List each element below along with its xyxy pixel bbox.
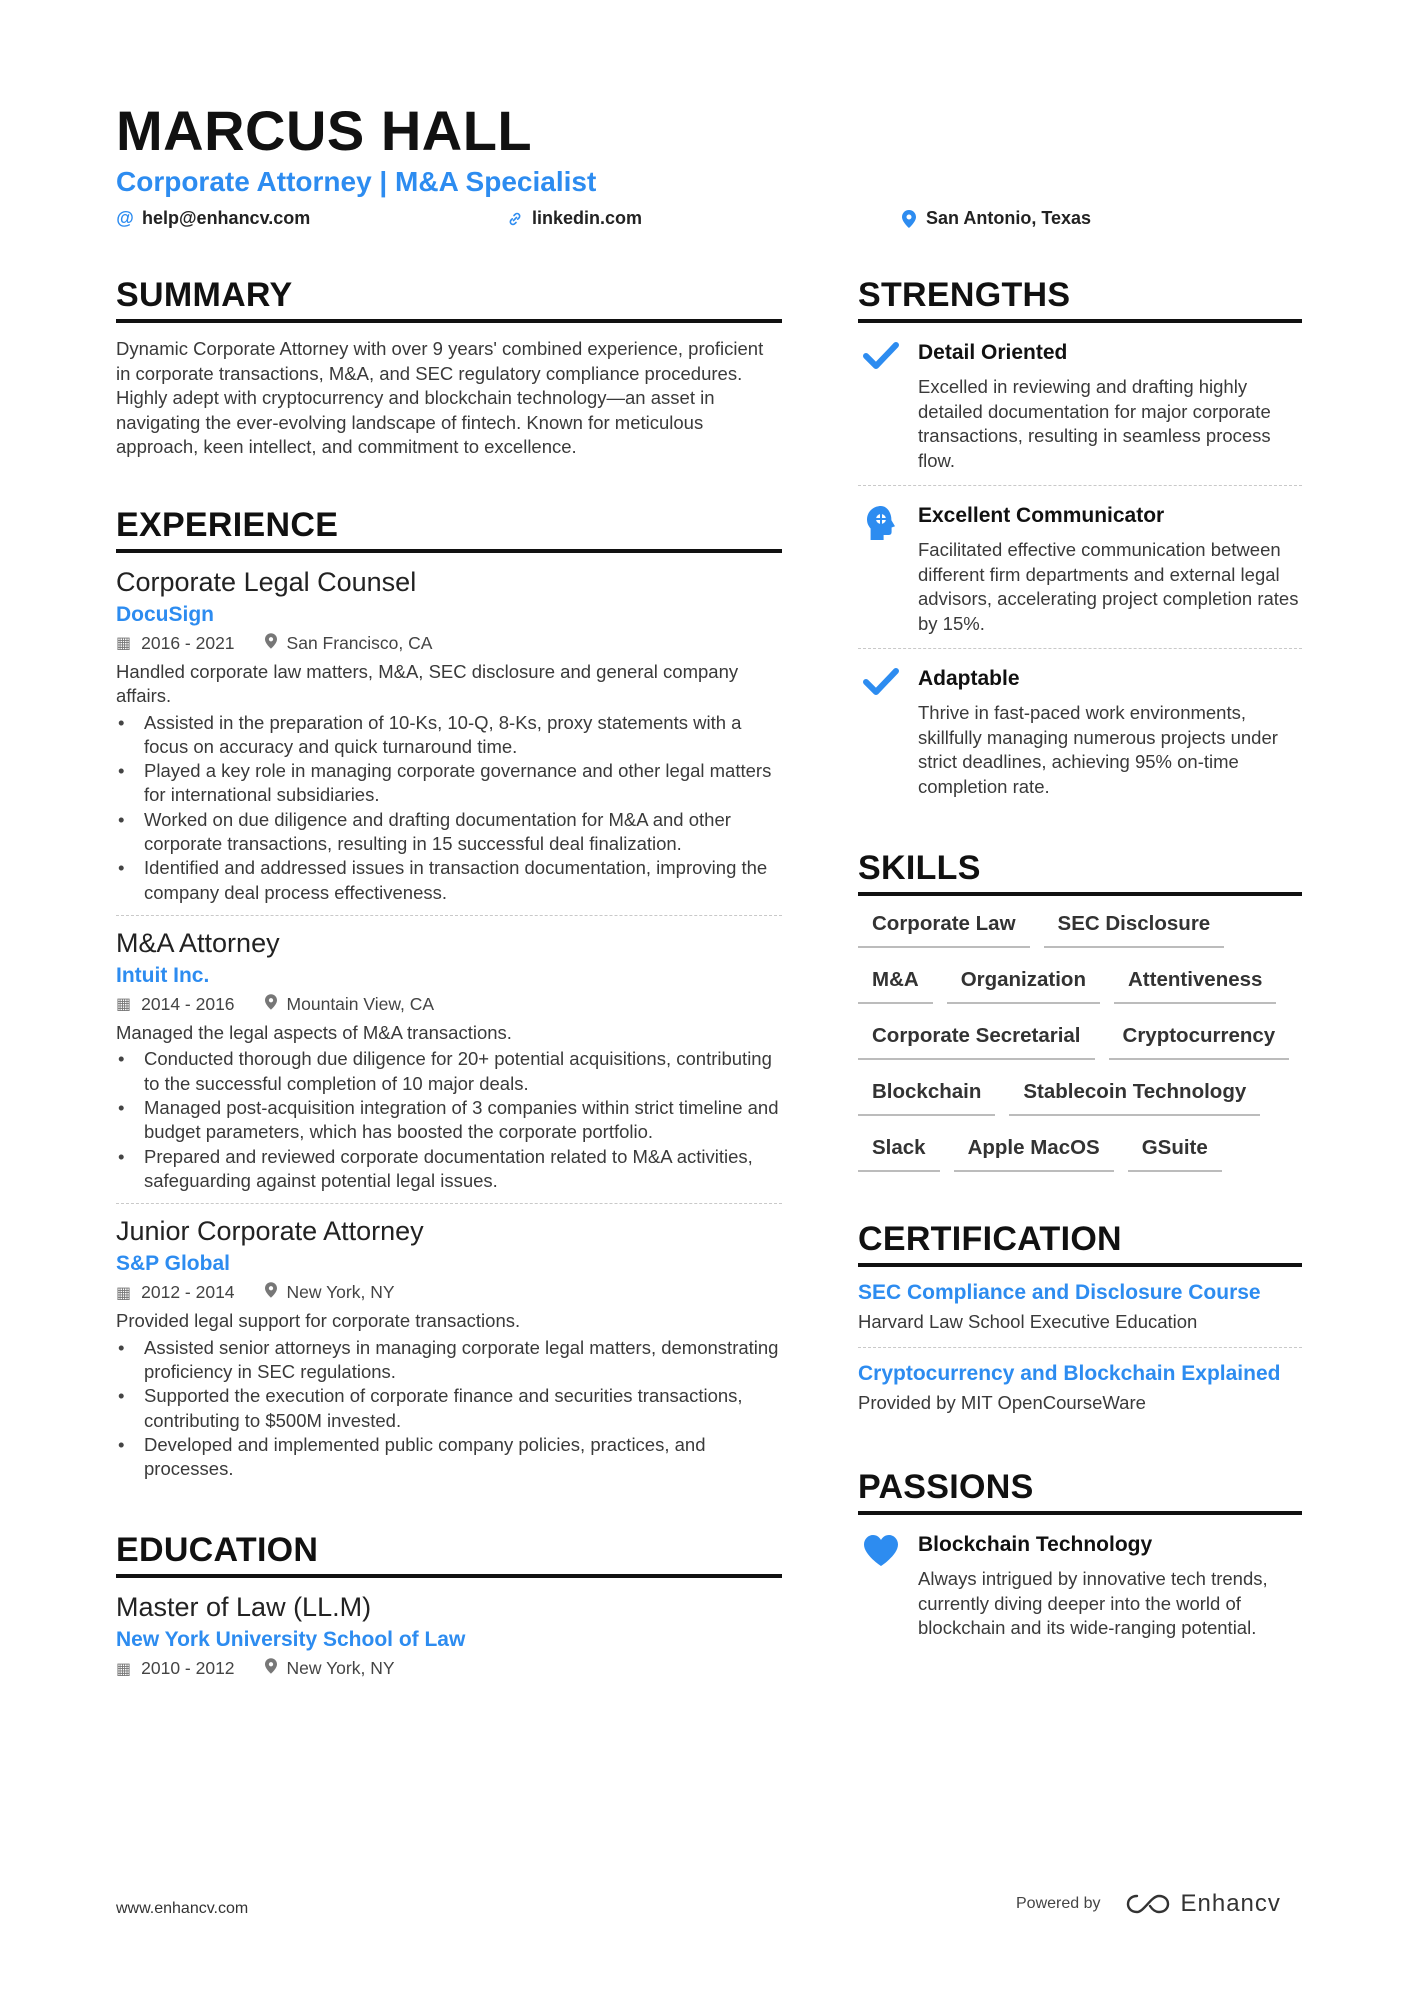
certification-section bbox=[858, 1220, 1302, 1428]
job-meta bbox=[116, 1282, 782, 1303]
passion-text: Always intrigued by innovative tech trends, currently diving deeper into the world of blockchain and its wide-ranging potential. bbox=[918, 1568, 1268, 1638]
job-description: Managed the legal aspects of M&A transactions. bbox=[116, 1021, 512, 1043]
job-location: New York, NY bbox=[286, 1282, 395, 1303]
summary-text: Dynamic Corporate Attorney with over 9 years' combined experience, proficient in corporate transactions, M&A, and SEC regulatory compliance procedures. Highly adept with cryptocurrency and blockchain technology—an asset in navigating the ever-evolving landscape of fintech. Known for meticulous approach, keen intellect, and commitment to excellence. bbox=[116, 338, 764, 457]
job-location: Mountain View, CA bbox=[286, 993, 435, 1014]
job-description: Handled corporate law matters, M&A, SEC disclosure and general company affairs. bbox=[116, 660, 739, 706]
location-pin-icon bbox=[265, 994, 277, 1015]
passions-title: PASSIONS bbox=[858, 1468, 1302, 1515]
education-meta bbox=[116, 1658, 782, 1679]
education-section bbox=[116, 1531, 782, 1679]
passion-title: Blockchain Technology bbox=[918, 1533, 1153, 1556]
job-bullet: • Conducted thorough due diligence for 20+ potential acquisitions, contributing to the successful completion of 10 major deals. bbox=[116, 1047, 782, 1096]
passions-section bbox=[858, 1468, 1302, 1653]
at-icon: @ bbox=[116, 208, 134, 228]
job-bullet: • Worked on due diligence and drafting documentation for M&A and other corporate transactions, resulting in 15 successful deal finalization. bbox=[116, 808, 782, 857]
strength-item bbox=[858, 323, 1302, 485]
experience-section bbox=[116, 506, 782, 1492]
skill-tag: Corporate Law bbox=[858, 910, 1030, 948]
job-entry bbox=[116, 565, 782, 915]
skills-list bbox=[858, 896, 1302, 1172]
certification-name[interactable]: Cryptocurrency and Blockchain Explained bbox=[858, 1362, 1281, 1385]
job-title: Corporate Legal Counsel bbox=[116, 566, 417, 597]
job-company[interactable]: Intuit Inc. bbox=[116, 963, 210, 987]
education-title: EDUCATION bbox=[116, 1531, 782, 1578]
contact-location bbox=[900, 208, 1091, 229]
job-dates: 2012 - 2014 bbox=[141, 1282, 235, 1303]
job-bullet: • Developed and implemented public company policies, practices, and processes. bbox=[116, 1433, 782, 1482]
heart-icon bbox=[858, 1531, 904, 1641]
summary-section bbox=[116, 276, 782, 460]
strength-text: Facilitated effective communication between different firm departments and external legal advisors, accelerating project completion rates by 15%. bbox=[918, 539, 1299, 634]
certification-item bbox=[858, 1267, 1302, 1347]
skill-tag: Attentiveness bbox=[1114, 966, 1276, 1004]
education-location: New York, NY bbox=[286, 1658, 395, 1679]
summary-title: SUMMARY bbox=[116, 276, 782, 323]
calendar-icon: ▦ bbox=[116, 635, 132, 652]
checkmark-icon bbox=[858, 339, 904, 473]
skill-tag: GSuite bbox=[1128, 1134, 1222, 1172]
education-dates: 2010 - 2012 bbox=[141, 1658, 235, 1679]
skill-tag: M&A bbox=[858, 966, 933, 1004]
job-bullets bbox=[116, 711, 782, 905]
school-name[interactable]: New York University School of Law bbox=[116, 1628, 466, 1652]
job-title: M&A Attorney bbox=[116, 927, 280, 958]
experience-title: EXPERIENCE bbox=[116, 506, 782, 553]
job-title: Junior Corporate Attorney bbox=[116, 1216, 424, 1247]
strength-item bbox=[858, 485, 1302, 648]
location-text: San Antonio, Texas bbox=[926, 208, 1092, 228]
footer-website[interactable]: www.enhancv.com bbox=[116, 1900, 249, 1917]
job-bullets bbox=[116, 1336, 782, 1482]
location-pin-icon bbox=[265, 1658, 277, 1679]
link-icon bbox=[506, 211, 524, 227]
job-entry bbox=[116, 1203, 782, 1491]
skill-tag: Stablecoin Technology bbox=[1009, 1078, 1260, 1116]
certification-issuer: Provided by MIT OpenCourseWare bbox=[858, 1392, 1146, 1413]
infinity-logo-icon bbox=[1125, 1892, 1171, 1916]
location-pin-icon bbox=[265, 633, 277, 654]
skills-section bbox=[858, 849, 1302, 1172]
job-bullet: • Assisted in the preparation of 10-Ks, 10-Q, 8-Ks, proxy statements with a focus on accuracy and quick turnaround time. bbox=[116, 711, 782, 760]
location-pin-icon bbox=[265, 1282, 277, 1303]
job-company[interactable]: S&P Global bbox=[116, 1252, 230, 1276]
calendar-icon: ▦ bbox=[116, 1284, 132, 1302]
strength-title: Detail Oriented bbox=[918, 341, 1068, 364]
strength-title: Excellent Communicator bbox=[918, 504, 1165, 527]
job-meta bbox=[116, 633, 782, 654]
brand-logo bbox=[1125, 1890, 1281, 1918]
job-company[interactable]: DocuSign bbox=[116, 602, 214, 626]
strength-item bbox=[858, 648, 1302, 811]
skills-title: SKILLS bbox=[858, 849, 1302, 896]
skill-tag: Corporate Secretarial bbox=[858, 1022, 1095, 1060]
skill-tag: SEC Disclosure bbox=[1044, 910, 1225, 948]
candidate-name: MARCUS HALL bbox=[116, 99, 533, 162]
job-bullet: • Supported the execution of corporate finance and securities transactions, contributing to $500M invested. bbox=[116, 1384, 782, 1433]
certification-title: CERTIFICATION bbox=[858, 1220, 1302, 1267]
location-pin-icon bbox=[900, 210, 918, 228]
contact-linkedin[interactable] bbox=[506, 208, 642, 229]
certification-name[interactable]: SEC Compliance and Disclosure Course bbox=[858, 1281, 1261, 1304]
job-bullet: • Managed post-acquisition integration of 3 companies within strict timeline and budget parameters, which has boosted the corporate portfolio. bbox=[116, 1096, 782, 1145]
job-meta bbox=[116, 994, 782, 1015]
left-column bbox=[116, 276, 782, 1679]
skill-tag: Apple MacOS bbox=[954, 1134, 1114, 1172]
skill-tag: Cryptocurrency bbox=[1109, 1022, 1290, 1060]
job-description: Provided legal support for corporate transactions. bbox=[116, 1310, 521, 1332]
right-column bbox=[858, 276, 1302, 1653]
strengths-title: STRENGTHS bbox=[858, 276, 1302, 323]
degree-title: Master of Law (LL.M) bbox=[116, 1592, 372, 1623]
checkmark-icon bbox=[858, 665, 904, 799]
job-location: San Francisco, CA bbox=[286, 632, 433, 653]
strength-text: Excelled in reviewing and drafting highly detailed documentation for major corporate transactions, resulting in seamless process flow. bbox=[918, 376, 1271, 471]
candidate-role: Corporate Attorney | M&A Specialist bbox=[116, 166, 597, 197]
head-icon bbox=[858, 502, 904, 636]
job-bullet: • Identified and addressed issues in transaction documentation, improving the company deal process effectiveness. bbox=[116, 856, 782, 905]
strength-title: Adaptable bbox=[918, 667, 1020, 690]
job-dates: 2016 - 2021 bbox=[141, 632, 235, 653]
calendar-icon: ▦ bbox=[116, 1660, 132, 1678]
certification-item bbox=[858, 1347, 1302, 1428]
powered-by-text: Powered by bbox=[1016, 1895, 1101, 1912]
certification-issuer: Harvard Law School Executive Education bbox=[858, 1311, 1198, 1332]
contact-email[interactable] bbox=[116, 208, 310, 229]
linkedin-text: linkedin.com bbox=[532, 208, 643, 228]
brand-name: Enhancv bbox=[1180, 1890, 1281, 1917]
passion-item bbox=[858, 1515, 1302, 1653]
skill-tag: Slack bbox=[858, 1134, 940, 1172]
calendar-icon: ▦ bbox=[116, 996, 132, 1014]
job-bullet: • Played a key role in managing corporate governance and other legal matters for international subsidiaries. bbox=[116, 759, 782, 808]
skill-tag: Organization bbox=[947, 966, 1100, 1004]
job-bullet: • Prepared and reviewed corporate documentation related to M&A activities, safeguarding against potential legal issues. bbox=[116, 1145, 782, 1194]
job-bullets bbox=[116, 1047, 782, 1193]
skill-tag: Blockchain bbox=[858, 1078, 995, 1116]
email-text: help@enhancv.com bbox=[142, 208, 311, 228]
footer-branding[interactable] bbox=[1016, 1890, 1281, 1918]
strength-text: Thrive in fast-paced work environments, skillfully managing numerous projects under strict deadlines, achieving 95% on-time completion rate. bbox=[918, 702, 1278, 797]
job-bullet: • Assisted senior attorneys in managing corporate legal matters, demonstrating proficiency in SEC regulations. bbox=[116, 1336, 782, 1385]
job-dates: 2014 - 2016 bbox=[141, 993, 235, 1014]
job-entry bbox=[116, 915, 782, 1203]
strengths-section bbox=[858, 276, 1302, 811]
